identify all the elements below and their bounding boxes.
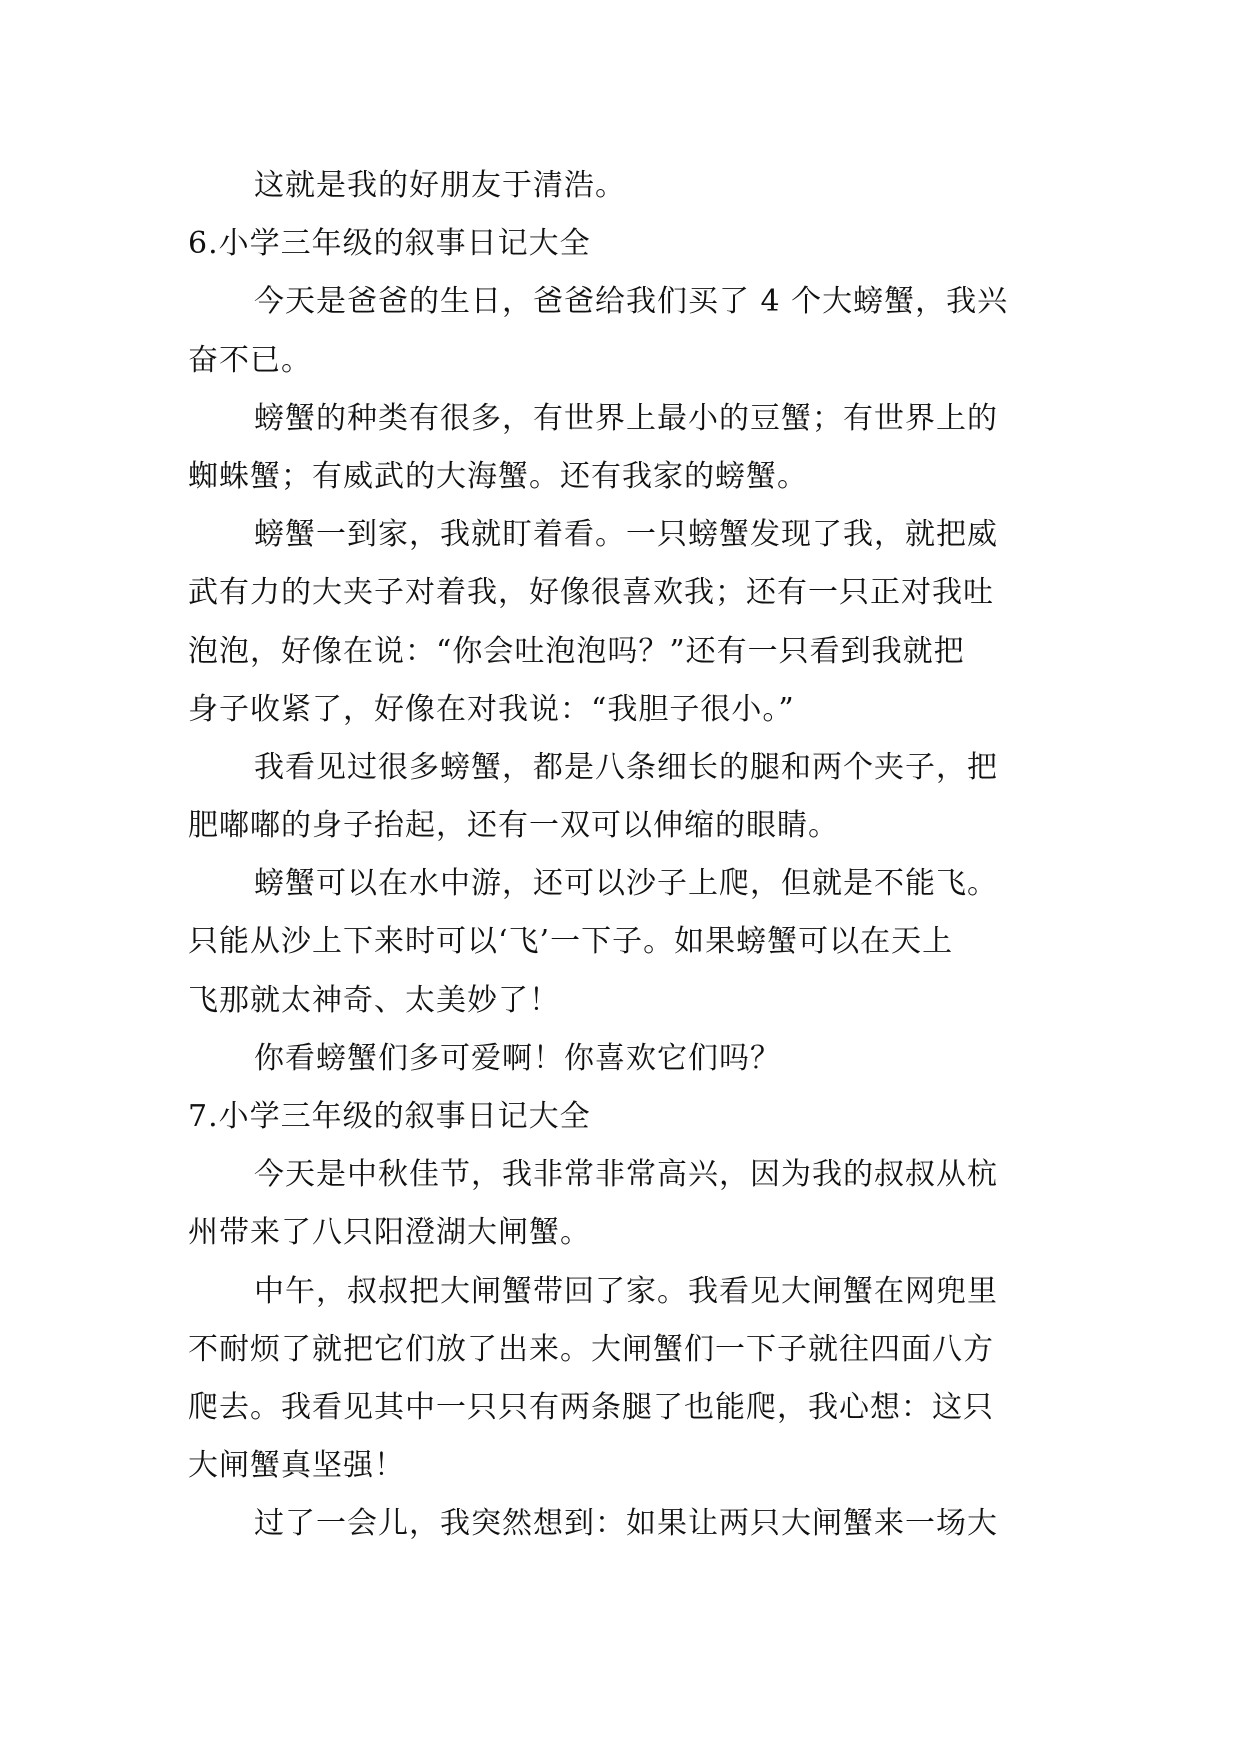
section-heading: 6.小学三年级的叙事日记大全 [188, 226, 591, 262]
text-line: 泡泡，好像在说：“你会吐泡泡吗？”还有一只看到我就把 [188, 633, 965, 669]
text-line: 州带来了八只阳澄湖大闸蟹。 [188, 1215, 591, 1251]
section-heading: 7.小学三年级的叙事日记大全 [188, 1099, 591, 1134]
text-line: 中午，叔叔把大闸蟹带回了家。我看见大闸蟹在网兜里 [254, 1273, 998, 1309]
text-line: 奋不已。 [188, 342, 312, 378]
text-line: 我看见过很多螃蟹，都是八条细长的腿和两个夹子，把 [254, 749, 998, 785]
text-line: 飞那就太神奇、太美妙了！ [188, 982, 560, 1018]
text-line: 爬去。我看见其中一只只有两条腿了也能爬，我心想：这只 [188, 1389, 994, 1425]
text-line: 今天是爸爸的生日，爸爸给我们买了 4 个大螃蟹，我兴 [254, 284, 1009, 320]
text-line: 只能从沙上下来时可以‘飞’一下子。如果螃蟹可以在天上 [188, 924, 954, 960]
text-line: 这就是我的好朋友于清浩。 [254, 168, 626, 203]
text-line: 螃蟹一到家，我就盯着看。一只螃蟹发现了我，就把威 [254, 517, 998, 553]
text-line: 不耐烦了就把它们放了出来。大闸蟹们一下子就往四面八方 [188, 1331, 994, 1367]
text-line: 你看螃蟹们多可爱啊！你喜欢它们吗？ [254, 1040, 781, 1076]
text-line: 螃蟹可以在水中游，还可以沙子上爬，但就是不能飞。 [254, 866, 998, 902]
text-line: 大闸蟹真坚强！ [188, 1448, 405, 1484]
text-line: 肥嘟嘟的身子抬起，还有一双可以伸缩的眼睛。 [188, 808, 839, 844]
document-page [188, 157, 1060, 1554]
text-line: 身子收紧了，好像在对我说：“我胆子很小。” [188, 691, 795, 727]
text-line: 今天是中秋佳节，我非常非常高兴，因为我的叔叔从杭 [254, 1157, 998, 1193]
text-line: 过了一会儿，我突然想到：如果让两只大闸蟹来一场大 [254, 1506, 998, 1542]
text-line: 蜘蛛蟹；有威武的大海蟹。还有我家的螃蟹。 [188, 458, 808, 494]
text-line: 武有力的大夹子对着我，好像很喜欢我；还有一只正对我吐 [188, 575, 994, 611]
text-line: 螃蟹的种类有很多，有世界上最小的豆蟹；有世界上的 [254, 400, 998, 436]
